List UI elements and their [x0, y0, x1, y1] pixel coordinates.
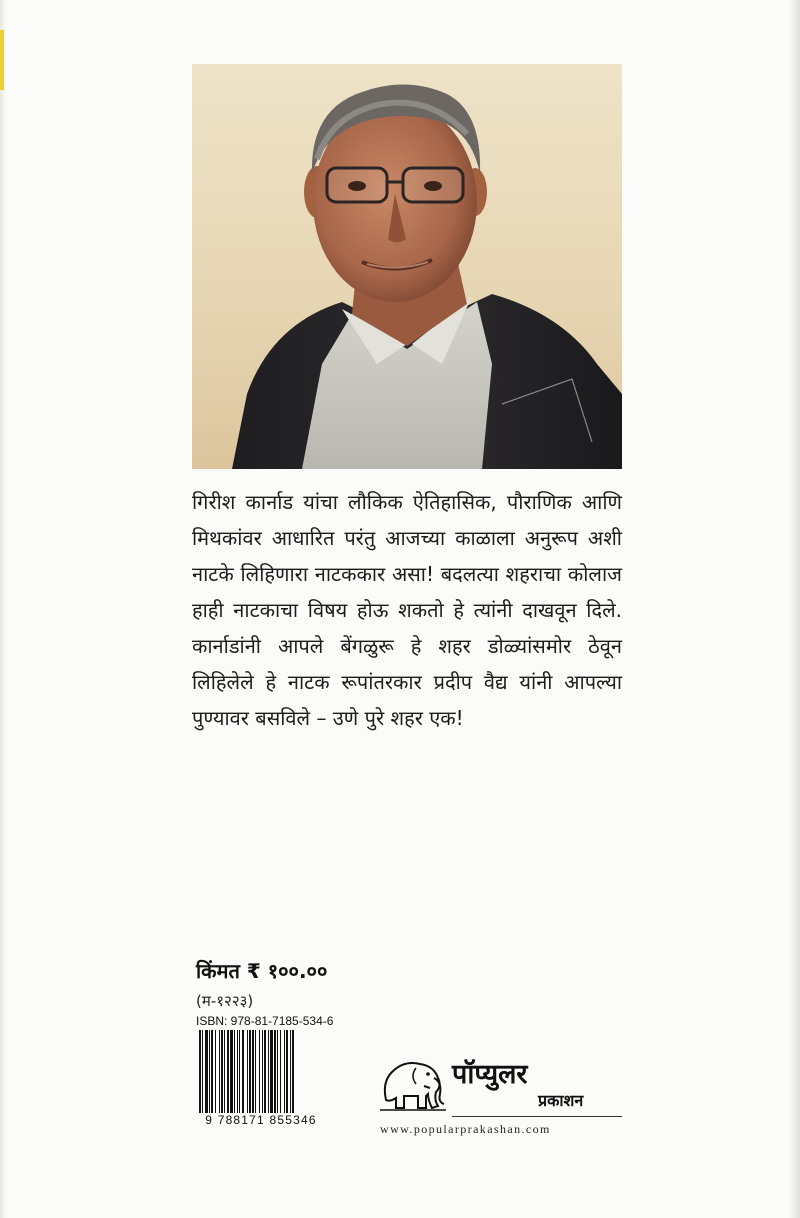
publisher-block [378, 1052, 628, 1142]
barcode-bar [268, 1030, 269, 1118]
barcode-bar [237, 1030, 238, 1118]
author-portrait-illustration [192, 64, 622, 469]
catalog-code: (म-१२२३) [196, 992, 254, 1010]
spine-color-mark [0, 30, 4, 90]
barcode-bar [221, 1030, 223, 1118]
author-photo [192, 64, 622, 469]
barcode-bar [280, 1030, 281, 1118]
publisher-name: पॉप्युलर [452, 1059, 528, 1090]
barcode-digits: 9 788171 855346 [186, 1113, 336, 1127]
barcode-bar [247, 1030, 248, 1118]
barcode-bar [249, 1030, 251, 1118]
barcode-bar [284, 1030, 285, 1118]
barcode-bar [290, 1030, 291, 1118]
barcode-bar [292, 1030, 294, 1118]
barcode-bar [209, 1030, 210, 1118]
isbn-barcode [198, 1030, 324, 1126]
page-edge-left [0, 0, 6, 1218]
book-blurb [192, 484, 622, 736]
publisher-url: www.popularprakashan.com [380, 1122, 551, 1136]
blurb-text: गिरीश कार्नाड यांचा लौकिक ऐतिहासिक, पौराणिक आणि मिथकांवर आधारित परंतु आजच्या काळाला अनुरूप अशी नाटके लिहिणारा नाटककार असा! बदलत्या शहराचा कोलाज हाही नाटकाचा विषय होऊ शकतो हे त्यांनी दाखवून दिले. कार्नाडांनी आपले बेंगळुरू हे शहर डोळ्यांसमोर ठेवून लिहिलेले हे नाटक रूपांतरकार प्रदीप वैद्य यांनी आपल्या पुण्यावर बसविले – उणे पुरे शहर एक! [192, 490, 622, 730]
publisher-subname: प्रकाशन [538, 1091, 584, 1110]
barcode-bar [242, 1030, 244, 1118]
page-edge-right [788, 0, 800, 1218]
elephant-icon [378, 1052, 448, 1114]
barcode-bar [227, 1030, 229, 1118]
barcode-bar [202, 1030, 203, 1118]
barcode-bar [234, 1030, 235, 1118]
barcode-bar [230, 1030, 233, 1118]
barcode-bar [219, 1030, 220, 1118]
barcode-bar [270, 1030, 273, 1118]
publisher-rule [452, 1116, 622, 1117]
barcode-bar [215, 1030, 216, 1118]
barcode-bar [255, 1030, 256, 1118]
price-label: किंमत ₹ १००.०० [196, 959, 328, 983]
isbn-label: ISBN: 978-81-7185-534-6 [196, 1014, 334, 1028]
barcode-bar [205, 1030, 208, 1118]
barcode-bar [277, 1030, 278, 1118]
barcode-bar [264, 1030, 266, 1118]
barcode-bar [252, 1030, 254, 1118]
barcode-bar [259, 1030, 260, 1118]
barcode-bar [286, 1030, 288, 1118]
barcode-bar [211, 1030, 213, 1118]
barcode-bar [239, 1030, 240, 1118]
barcode-bar [199, 1030, 201, 1118]
barcode-bar [274, 1030, 276, 1118]
barcode-bar [262, 1030, 263, 1118]
barcode-bar [224, 1030, 225, 1118]
